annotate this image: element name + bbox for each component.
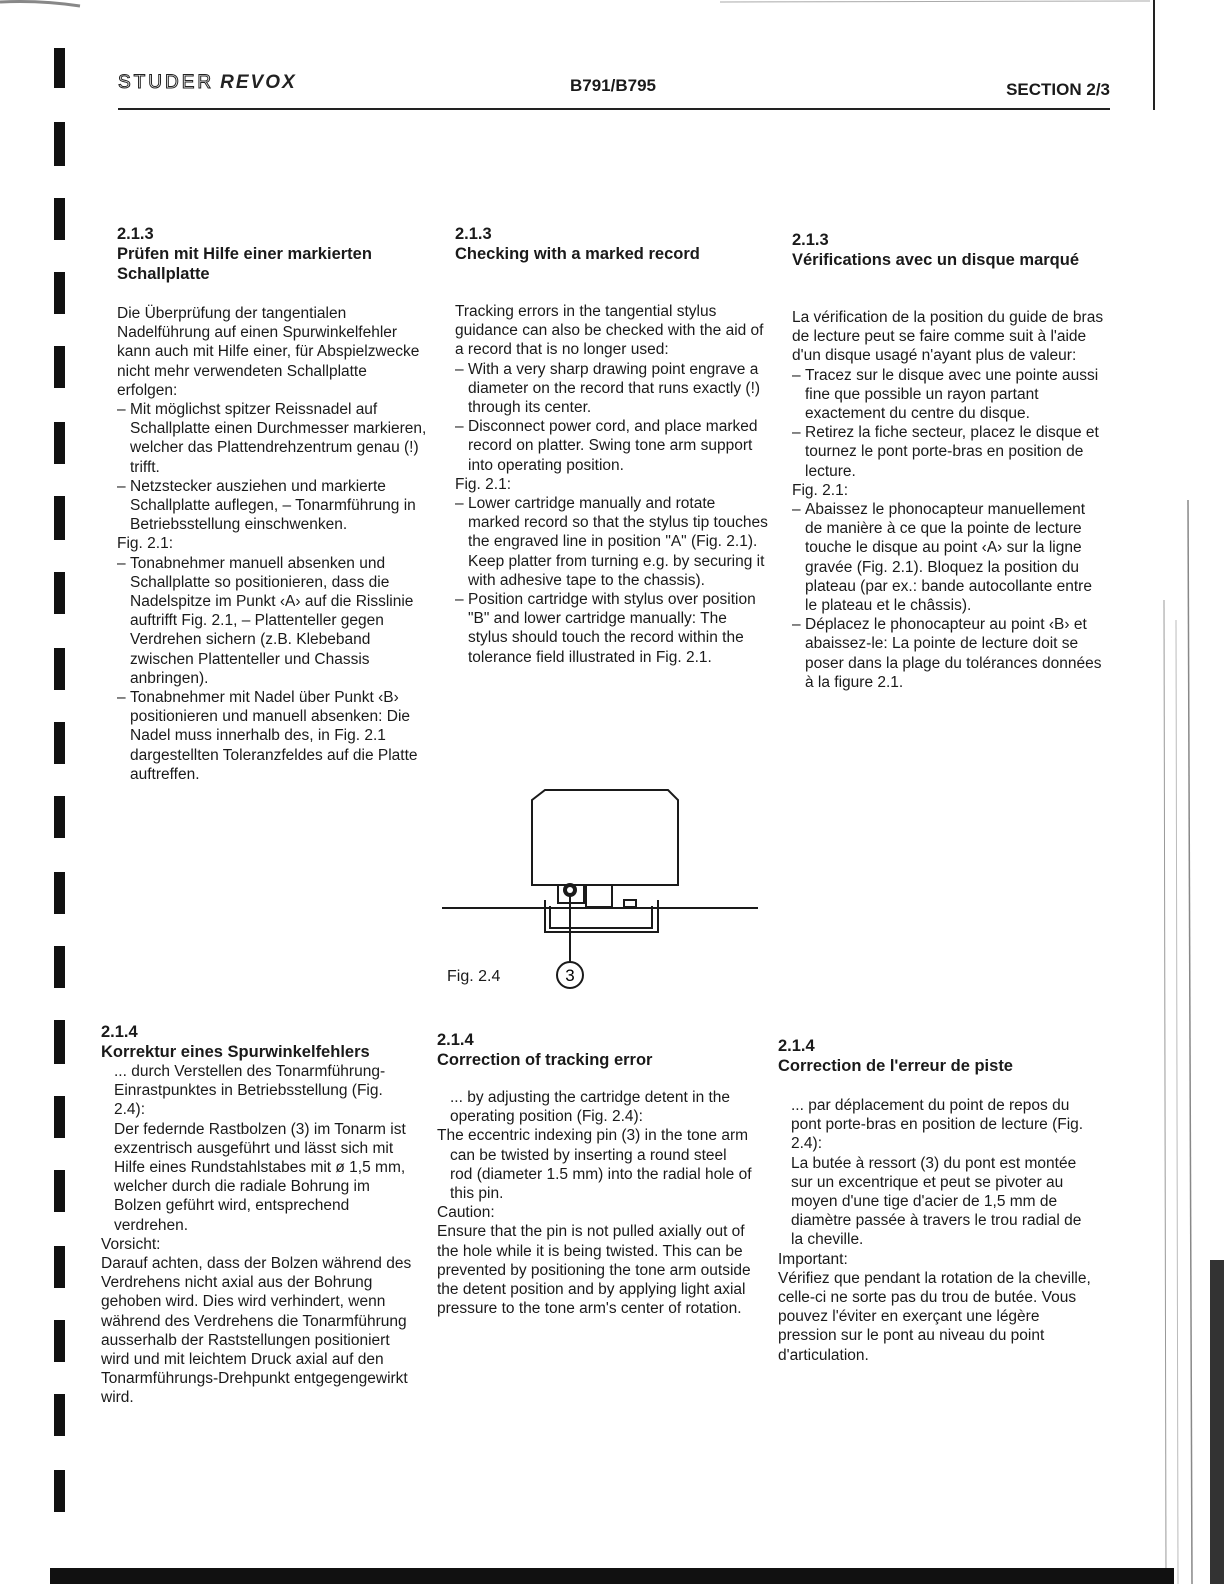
section-214-fr-caution-text: Vérifiez que pendant la rotation de la cheville, celle-ci ne sorte pas du trou de butée. Vous pouvez l'éviter en exerçant une légère pression sur le pont au niveau du point d'articulation. xyxy=(778,1269,1091,1364)
section-214-de-caution-text: Darauf achten, dass der Bolzen während des Verdrehens nicht axial aus der Bohrung gehoben wird. Dies wird verhindert, wenn während des Verdrehens die Tonarmführung ausserhalb der Raststellungen positioniert wird und mit leichtem Druck axial auf den Tonarmführungs-Drehpunkt entgegengewirkt wird. xyxy=(101,1255,412,1407)
section-214-en-lead: ... by adjusting the cartridge detent in the operating position (Fig. 2.4): xyxy=(450,1089,731,1126)
list-item: – Tonabnehmer manuell absenken und Schallplatte so positionieren, dass die Nadelspitze im Punkt ‹A› auf die Risslinie auftrifft Fig. 2.1, – Plattenteller gegen Verdrehen sichern (z.B. Klebeband zwischen Plattenteller und Chassis anbringen). xyxy=(117,554,429,688)
tone-arm-housing xyxy=(532,790,678,885)
section-213-en-title: Checking with a marked record xyxy=(455,245,700,263)
detent-block xyxy=(586,885,612,907)
list-item: – Abaissez le phonocapteur manuellement de manière à ce que la pointe de lecture touche le disque au point ‹A› sur la ligne gravée (Fig. 2.1). Bloquez la position du plateau (par ex.: bande autocollante entre le plateau et le châssis). xyxy=(792,500,1106,615)
section-213-de-intro: Die Überprüfung der tangentialen Nadelführung auf einen Spurwinkelfehler kann auch mit Hilfe einer, für Abspielzwecke nicht mehr verwendeten Schallplatte erfolgen: xyxy=(117,305,420,399)
section-214-fr-body: La butée à ressort (3) du pont est montée sur un excentrique et peut se pivoter au moyen d'une tige d'acier de 1,5 mm de diamètre passée à travers le trou radial de la cheville. xyxy=(791,1154,1082,1249)
section-214-en-caution-text: Ensure that the pin is not pulled axially out of the hole while it is being twisted. This can be prevented by positioning the tone arm outside the detent position and by applying light axial pressure to the tone arm's center of rotation. xyxy=(437,1223,751,1318)
list-item: – Position cartridge with stylus over position "B" and lower cartridge manually: The stylus should touch the record within the tolerance field illustrated in Fig. 2.1. xyxy=(455,590,768,667)
section-213-en-intro: Tracking errors in the tangential stylus guidance can also be checked with the aid of a record that is no longer used: xyxy=(455,303,764,359)
section-214-fr xyxy=(778,1036,1096,1365)
scan-edge-bottom xyxy=(50,1568,1174,1584)
list-item: – Tracez sur le disque avec une pointe aussi fine que possible un rayon partant exactement du centre du disque. xyxy=(792,366,1106,424)
section-214-en-caution: Caution: xyxy=(437,1204,495,1222)
list-item: – Disconnect power cord, and place marked record on platter. Swing tone arm support into operating position. xyxy=(455,417,768,475)
list-item: – With a very sharp drawing point engrave a diameter on the record that runs exactly (!) through its center. xyxy=(455,360,768,418)
section-213-en xyxy=(455,224,768,667)
binder-hole-marks xyxy=(0,0,70,1584)
fig-reference: Fig. 2.1: xyxy=(792,481,848,499)
model-number: B791/B795 xyxy=(570,76,657,95)
list-item: – Lower cartridge manually and rotate marked record so that the stylus tip touches the engraved line in position "A" (Fig. 2.1). Keep platter from turning e.g. by securing it with adhesive tape to the chassis). xyxy=(455,494,768,590)
section-214-en-number: 2.1.4 xyxy=(437,1031,474,1049)
section-214-en-title: Correction of tracking error xyxy=(437,1051,653,1069)
detent-tab xyxy=(624,900,636,907)
list-item: – Déplacez le phonocapteur au point ‹B› et abaissez-le: La pointe de lecture doit se poser dans la plage du tolérances données à la figure 2.1. xyxy=(792,615,1106,692)
section-213-de-number: 2.1.3 xyxy=(117,225,154,243)
section-214-de-caution: Vorsicht: xyxy=(101,1235,161,1253)
section-213-fr-intro: La vérification de la position du guide de bras de lecture peut se faire comme suit à l'aide d'un disque usagé n'ayant plus de valeur: xyxy=(792,309,1104,365)
section-214-de xyxy=(101,1022,417,1408)
section-214-de-number: 2.1.4 xyxy=(101,1023,138,1041)
section-214-de-title: Korrektur eines Spurwinkelfehlers xyxy=(101,1043,370,1061)
scan-edge-right xyxy=(1150,0,1224,1584)
list-item: – Tonabnehmer mit Nadel über Punkt ‹B› positionieren und manuell absenken: Die Nadel muss innerhalb des, in Fig. 2.1 dargestellten Toleranzfeldes auf die Platte auftreffen. xyxy=(117,688,429,784)
section-213-de-title: Prüfen mit Hilfe einer markierten Schallplatte xyxy=(117,245,372,283)
section-214-fr-lead: ... par déplacement du point de repos du pont porte-bras en position de lecture (Fig. 2.4): xyxy=(791,1097,1084,1153)
page-header xyxy=(118,68,1110,110)
section-213-de xyxy=(117,224,429,784)
brand-studer: STUDER xyxy=(118,72,215,93)
section-214-fr-caution: Important: xyxy=(778,1250,848,1268)
section-214-en xyxy=(437,1030,753,1318)
section-214-de-body: Der federnde Rastbolzen (3) im Tonarm ist exzentrisch ausgeführt und lässt sich mit Hilfe eines Rundstahlstabes mit ø 1,5 mm, welcher durch die radiale Bohrung im Bolzen geführt wird, entsprechend verdrehen. xyxy=(114,1120,406,1234)
section-214-fr-title: Correction de l'erreur de piste xyxy=(778,1057,1013,1075)
list-item: – Netzstecker ausziehen und markierte Schallplatte auflegen, – Tonarmführung in Betriebsstellung einschwenken. xyxy=(117,477,429,535)
section-214-de-lead: ... durch Verstellen des Tonarmführung-Einrastpunktes in Betriebsstellung (Fig. 2.4): xyxy=(114,1063,386,1119)
scan-edge-top xyxy=(0,0,1224,18)
section-214-en-body: The eccentric indexing pin (3) in the tone arm can be twisted by inserting a round steel rod (diameter 1.5 mm) into the radial hole of this pin. xyxy=(437,1127,752,1203)
section-214-fr-number: 2.1.4 xyxy=(778,1037,815,1055)
list-item: – Mit möglichst spitzer Reissnadel auf Schallplatte einen Durchmesser markieren, welcher das Plattendrehzentrum genau (!) trifft. xyxy=(117,400,429,477)
section-label: SECTION 2/3 xyxy=(1006,80,1110,99)
fig-reference: Fig. 2.1: xyxy=(117,535,173,553)
figure-2-4-caption: Fig. 2.4 xyxy=(447,968,501,985)
callout-number: 3 xyxy=(565,966,575,985)
figure-2-4-diagram xyxy=(440,780,770,995)
section-213-fr-number: 2.1.3 xyxy=(792,231,829,249)
fig-reference: Fig. 2.1: xyxy=(455,475,511,493)
section-213-fr-title: Vérifications avec un disque marqué xyxy=(792,251,1080,269)
detent-bracket-inner xyxy=(550,906,652,928)
section-213-en-number: 2.1.3 xyxy=(455,225,492,243)
list-item: – Retirez la fiche secteur, placez le disque et tournez le pont porte-bras en position de lecture. xyxy=(792,423,1106,481)
section-213-fr xyxy=(792,230,1106,692)
brand-logo xyxy=(118,72,297,94)
brand-revox: REVOX xyxy=(220,72,297,93)
